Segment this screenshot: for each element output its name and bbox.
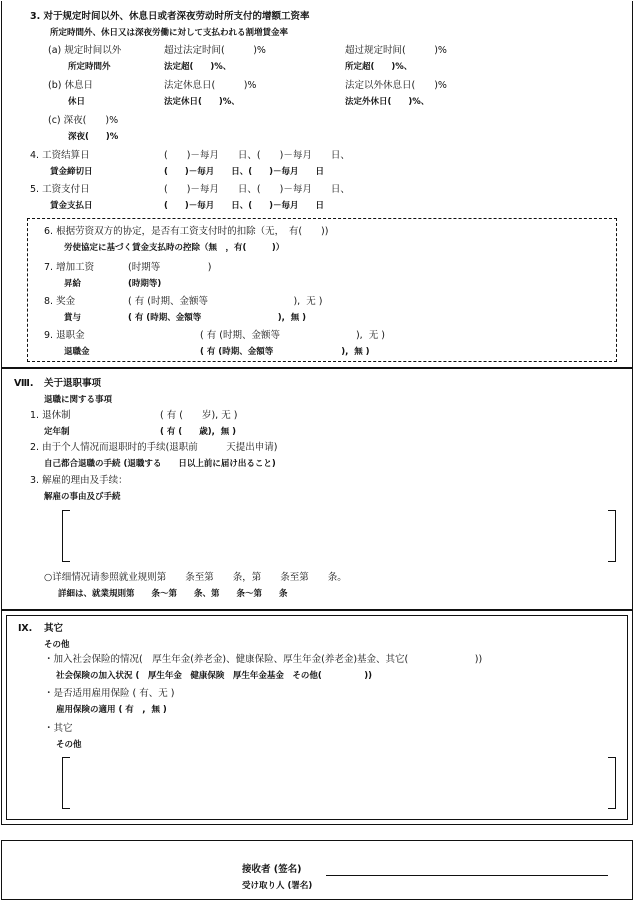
s-vii-r1-jp: 定年制	[44, 427, 70, 437]
s-ix-roman: Ⅸ.	[18, 623, 33, 634]
s5-value-jp: ( )－毎月 日、( )－毎月 日	[164, 201, 325, 211]
s7-value: (时期等 )	[128, 262, 212, 273]
s3-b-other: 法定以外休息日( )%	[345, 80, 447, 91]
s3-a-label: (a) 规定时间以外	[48, 45, 122, 56]
s9-label: 9. 退职金	[44, 330, 85, 341]
s8-label: 8. 奖金	[44, 296, 76, 307]
s4-value: ( )－每月 日、( )－每月 日、	[164, 150, 350, 161]
s-ix-i1-jp: 社会保険の加入状況 ( 厚生年金 健康保険 厚生年金基金 その他( ))	[56, 671, 373, 681]
s-vii-r2-jp: 自己都合退職の手続 (退職する 日以上前に届け出ること)	[44, 459, 276, 469]
s-vii-r1-value: ( 有 ( 岁), 无 )	[160, 410, 238, 421]
s3-a-legal-jp: 法定超( )%、	[164, 62, 232, 72]
s-vii-roman: Ⅷ.	[14, 378, 34, 389]
section-ix-inner-frame	[6, 615, 628, 820]
s8-label-jp: 賞与	[64, 313, 82, 323]
receipt-label: 接收者 (签名)	[242, 864, 302, 875]
s6-label-jp: 労使協定に基づく賃金支払時の控除（無 ，有( )）	[64, 243, 285, 253]
s3-b-legal-jp: 法定休日( )%、	[164, 97, 240, 107]
s-ix-i2: ・是否适用雇用保险 ( 有、无 )	[44, 688, 175, 699]
s3-c-label-jp: 深夜( )%	[68, 132, 119, 142]
s3-a-legal: 超过法定时间( )%	[164, 45, 266, 56]
s-vii-r1: 1. 退休制	[30, 410, 71, 421]
s3-title-jp: 所定時間外、休日又は深夜労働に対して支払われる割増賃金率	[50, 28, 289, 38]
s4-label: 4. 工资结算日	[30, 150, 90, 161]
s-ix-title: 其它	[44, 623, 64, 634]
s-ix-title-jp: その他	[44, 640, 70, 650]
s9-label-jp: 退職金	[64, 347, 90, 357]
s5-value: ( )－每月 日、( )－每月 日、	[164, 184, 350, 195]
s-vii-title: 关于退职事项	[44, 378, 102, 389]
s-vii-r2: 2. 由于个人情况而退职时的手续(退职前 天提出申请)	[30, 442, 278, 453]
signature-line[interactable]	[326, 875, 608, 876]
s-ix-i3-jp: その他	[56, 740, 82, 750]
s-vii-r3-jp: 解雇の事由及び手続	[44, 492, 121, 502]
s8-value: ( 有 (时期、金额等 ), 无 )	[128, 296, 323, 307]
dismissal-bracket-left	[62, 510, 70, 562]
s7-label-jp: 昇給	[64, 279, 82, 289]
s3-a-spec-jp: 所定超( )%、	[345, 62, 413, 72]
s3-c-label: (c) 深夜( )%	[48, 115, 119, 126]
s-ix-i3: ・其它	[44, 723, 73, 734]
s-vii-r3: 3. 解雇的理由及手续：	[30, 475, 128, 486]
other-bracket-right	[608, 757, 616, 809]
s-vii-detail-jp: 詳細は、就業規則第 条～第 条、第 条～第 条	[58, 589, 288, 599]
s-ix-i2-jp: 雇用保険の適用 ( 有 , 無 )	[56, 705, 167, 715]
s9-value: ( 有 (时期、金额等 ), 无 )	[200, 330, 385, 341]
s4-value-jp: ( )－毎月 日、( )－毎月 日	[164, 167, 325, 177]
s7-label: 7. 增加工资	[44, 262, 95, 273]
s5-label-jp: 賃金支払日	[50, 201, 93, 211]
s-ix-i1: ・加入社会保险的情况( 厚生年金(养老金)、健康保险、厚生年金(养老金)基金、其它( ))	[44, 654, 483, 665]
s3-b-label: (b) 休息日	[48, 80, 93, 91]
s3-a-label-jp: 所定時間外	[68, 62, 111, 72]
s-vii-r1-value-jp: ( 有 ( 歳), 無 )	[160, 427, 237, 437]
s6-label: 6. 根据劳资双方的协定，是否有工资支付时的扣除（无， 有( ))	[44, 226, 329, 237]
s3-a-spec: 超过规定时间( )%	[345, 45, 447, 56]
s3-title: 3. 对于规定时间以外、休息日或者深夜劳动时所支付的增额工资率	[30, 11, 310, 22]
s7-value-jp: (時期等)	[128, 279, 162, 289]
s4-label-jp: 賃金締切日	[50, 167, 93, 177]
dismissal-bracket-right	[608, 510, 616, 562]
s-vii-detail: ○详细情况请参照就业规则第 条至第 条，第 条至第 条。	[44, 572, 347, 583]
other-bracket-left	[62, 757, 70, 809]
s5-label: 5. 工资支付日	[30, 184, 90, 195]
s3-b-label-jp: 休日	[68, 97, 86, 107]
receipt-label-jp: 受け取り人 (署名)	[242, 881, 313, 891]
s3-b-other-jp: 法定外休日( )%、	[345, 97, 430, 107]
s8-value-jp: ( 有 (時期、金額等 ), 無 )	[128, 313, 307, 323]
s3-b-legal: 法定休息日( )%	[164, 80, 257, 91]
receipt-frame	[1, 840, 633, 900]
s-vii-title-jp: 退職に関する事項	[44, 395, 113, 405]
s9-value-jp: ( 有 (時期、金額等 ), 無 )	[200, 347, 370, 357]
